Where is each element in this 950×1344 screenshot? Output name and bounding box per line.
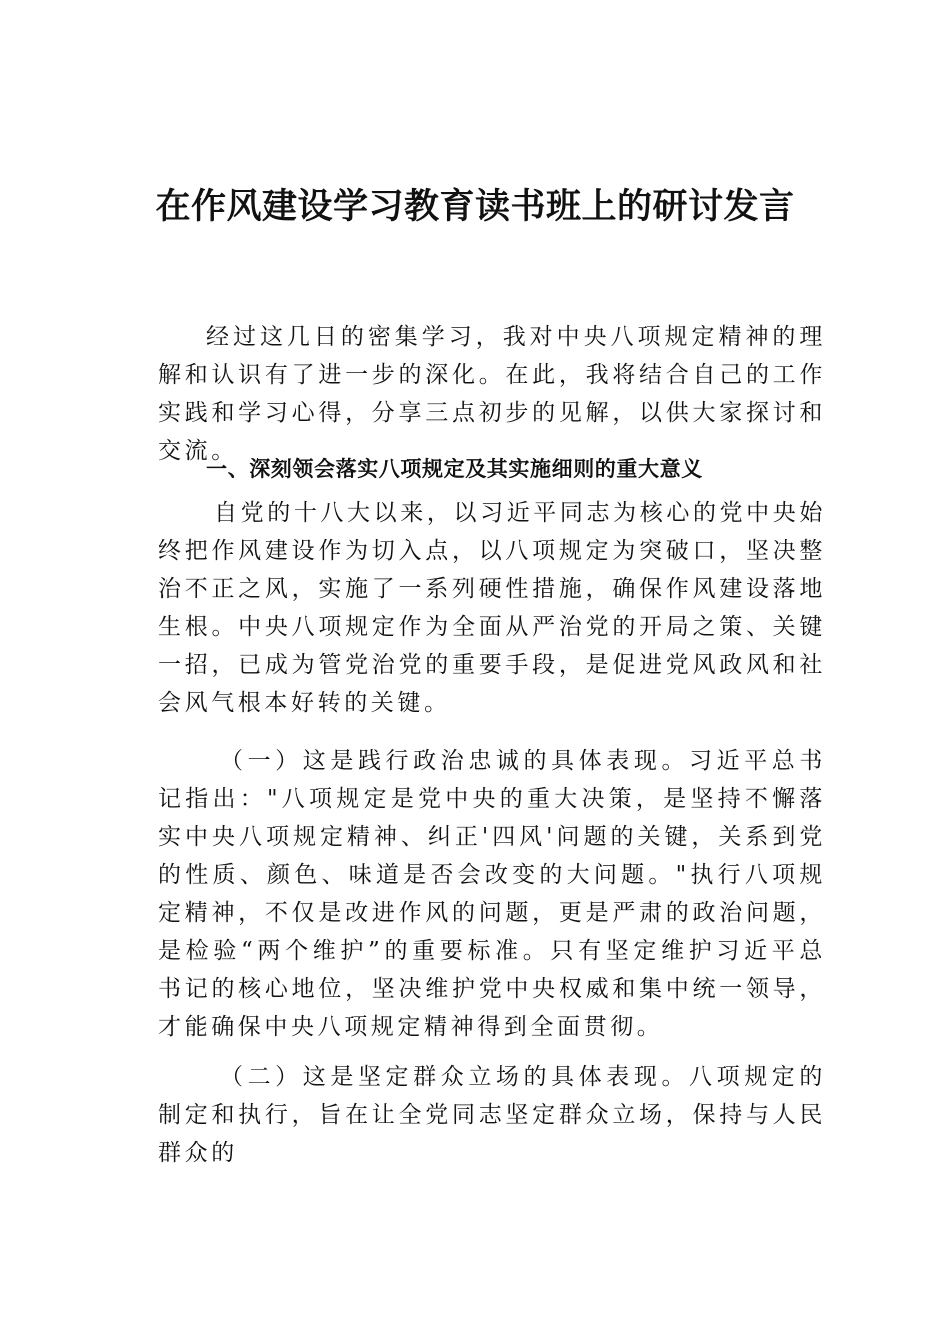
document-title: 在作风建设学习教育读书班上的研讨发言 (155, 187, 795, 227)
subsection-1-paragraph: （一）这是践行政治忠诚的具体表现。习近平总书记指出："八项规定是党中央的重大决策，是坚持不懈落实中央八项规定精神、纠正'四风'问题的关键，关系到党的性质、颜色、味道是否会改变的大问题。"执行八项规定精神，不仅是改进作风的问题，更是严肃的政治问题，是检验“两个维护”的重要标准。只有坚定维护习近平总书记的核心地位，坚决维护党中央权威和集中统一领导，才能确保中央八项规定精神得到全面贯彻。 (158, 748, 826, 1040)
intro-paragraph: 经过这几日的密集学习，我对中央八项规定精神的理解和认识有了进一步的深化。在此，我将结合自己的工作实践和学习心得，分享三点初步的见解，以供大家探讨和交流。 (158, 324, 826, 464)
section-1-paragraph: 自党的十八大以来，以习近平同志为核心的党中央始终把作风建设作为切入点，以八项规定为突破口，坚决整治不正之风，实施了一系列硬性措施，确保作风建设落地生根。中央八项规定作为全面从严治党的开局之策、关键一招，已成为管党治党的重要手段，是促进党风政风和社会风气根本好转的关键。 (158, 500, 826, 716)
subsection-2-paragraph: （二）这是坚定群众立场的具体表现。八项规定的制定和执行，旨在让全党同志坚定群众立场，保持与人民群众的 (158, 1064, 826, 1166)
section-heading-1: 一、深刻领会落实八项规定及其实施细则的重大意义 (206, 457, 703, 481)
